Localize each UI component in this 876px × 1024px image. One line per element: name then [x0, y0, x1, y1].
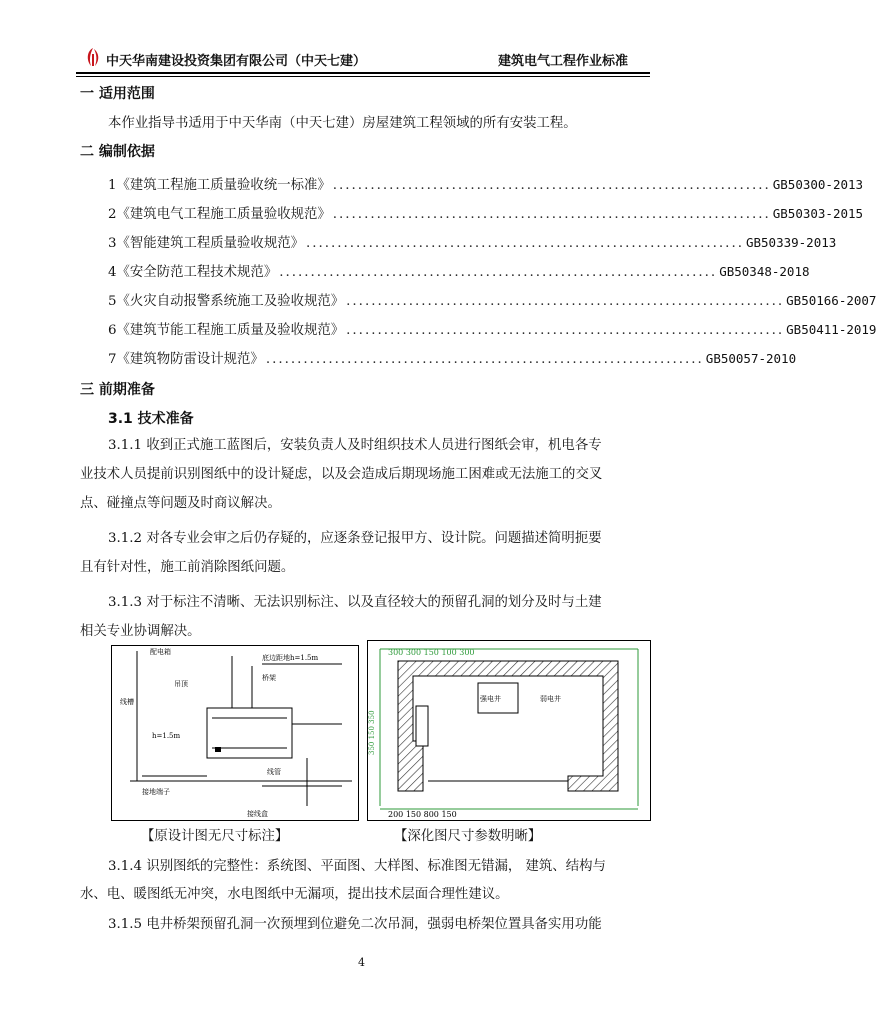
reference-item: 3《智能建筑工程质量验收规范》 ...................................................................... GB50339-2013 — [108, 232, 650, 252]
fig-right-label: 强电井 — [480, 695, 501, 703]
section-3-heading: 三 前期准备 — [80, 382, 155, 398]
reference-item: 5《火灾自动报警系统施工及验收规范》 ...................................................................... GB50166-2007 — [108, 290, 650, 310]
paragraph-line: 水、电、暖图纸无冲突，水电图纸中无漏项，提出技术层面合理性建议。 — [80, 887, 509, 902]
reference-name: 7《建筑物防雷设计规范》 — [108, 352, 264, 367]
page-number: 4 — [358, 956, 365, 969]
reference-name: 3《智能建筑工程质量验收规范》 — [108, 236, 304, 251]
header-company: 中天华南建设投资集团有限公司（中天七建） — [106, 54, 367, 69]
paragraph-line: 3.1.3 对于标注不清晰、无法识别标注、以及直径较大的预留孔洞的划分及时与土建 — [108, 595, 602, 610]
paragraph-line: 且有针对性，施工前消除图纸问题。 — [80, 560, 295, 575]
reference-name: 5《火灾自动报警系统施工及验收规范》 — [108, 294, 345, 309]
section-1-heading: 一 适用范围 — [80, 86, 155, 102]
reference-code: GB50166-2007 — [786, 293, 876, 308]
reference-item: 7《建筑物防雷设计规范》 ...................................................................... GB50057-2010 — [108, 348, 650, 368]
reference-code: GB50348-2018 — [719, 264, 810, 279]
fig-right-label: 弱电井 — [540, 695, 561, 703]
fig-left-label: 线管 — [267, 768, 281, 776]
reference-code: GB50339-2013 — [745, 235, 837, 250]
paragraph-line: 3.1.5 电井桥架预留孔洞一次预埋到位避免二次吊洞，强弱电桥架位置具备实用功能 — [108, 917, 602, 932]
fig-left-label: 配电箱 — [150, 648, 171, 656]
paragraph-line: 3.1.4 识别图纸的完整性：系统图、平面图、大样图、标准图无错漏， 建筑、结构与 — [108, 859, 606, 874]
reference-code: GB50303-2015 — [772, 206, 864, 221]
reference-item: 1《建筑工程施工质量验收统一标准》 ...................................................................... GB50300-2013 — [108, 174, 650, 194]
reference-item: 6《建筑节能工程施工质量及验收规范》 ...................................................................... GB50411-2019 — [108, 319, 650, 339]
header-rule-thin — [76, 76, 650, 77]
fig-left-label: 接线盒 — [247, 810, 268, 818]
paragraph-line: 3.1.2 对各专业会审之后仍存疑的，应逐条登记报甲方、设计院。问题描述简明扼要 — [108, 531, 602, 546]
paragraph-line: 业技术人员提前识别图纸中的设计疑虑，以及会造成后期现场施工困难或无法施工的交叉 — [80, 467, 603, 482]
reference-code: GB50300-2013 — [772, 177, 864, 192]
reference-code: GB50411-2019 — [786, 322, 876, 337]
fig-left-label: 底边距地h=1.5m — [262, 654, 319, 662]
fig-right-dims: 300 300 150 100 300 — [388, 648, 475, 657]
header-rule — [76, 72, 650, 74]
detailed-drawing-sketch — [368, 641, 650, 820]
reference-item: 2《建筑电气工程施工质量验收规范》 ...................................................................... GB50303-2015 — [108, 203, 650, 223]
reference-name: 1《建筑工程施工质量验收统一标准》 — [108, 178, 331, 193]
section-2-heading: 二 编制依据 — [80, 144, 155, 160]
company-logo-icon — [82, 46, 104, 68]
figure-caption-right: 【深化图尺寸参数明晰】 — [394, 829, 542, 844]
detailed-drawing-figure — [367, 640, 651, 821]
section-1-body: 本作业指导书适用于中天华南（中天七建）房屋建筑工程领域的所有安装工程。 — [108, 116, 577, 131]
paragraph-line: 3.1.1 收到正式施工蓝图后，安装负责人及时组织技术人员进行图纸会审，机电各专 — [108, 438, 602, 453]
fig-left-label: 线槽 — [120, 698, 134, 706]
header-doc-title: 建筑电气工程作业标准 — [498, 54, 629, 69]
reference-code: GB50057-2010 — [705, 351, 797, 366]
original-drawing-figure — [111, 645, 359, 821]
paragraph-line: 相关专业协调解决。 — [80, 624, 201, 639]
reference-name: 4《安全防范工程技术规范》 — [108, 265, 278, 280]
fig-right-dims: 350 150 350 — [368, 710, 376, 755]
fig-left-label: 桥架 — [262, 674, 276, 682]
fig-left-label: 吊顶 — [174, 680, 188, 688]
reference-item: 4《安全防范工程技术规范》 ...................................................................... GB50348-2018 — [108, 261, 650, 281]
reference-name: 2《建筑电气工程施工质量验收规范》 — [108, 207, 331, 222]
fig-right-dims: 200 150 800 150 — [388, 810, 457, 819]
reference-name: 6《建筑节能工程施工质量及验收规范》 — [108, 323, 345, 338]
section-3-1-heading: 3.1 技术准备 — [108, 411, 194, 427]
fig-left-label: h=1.5m — [152, 732, 181, 740]
fig-left-label: 接地端子 — [142, 788, 170, 796]
original-drawing-sketch — [112, 646, 358, 820]
figure-caption-left: 【原设计图无尺寸标注】 — [141, 829, 289, 844]
paragraph-line: 点、碰撞点等问题及时商议解决。 — [80, 496, 281, 511]
